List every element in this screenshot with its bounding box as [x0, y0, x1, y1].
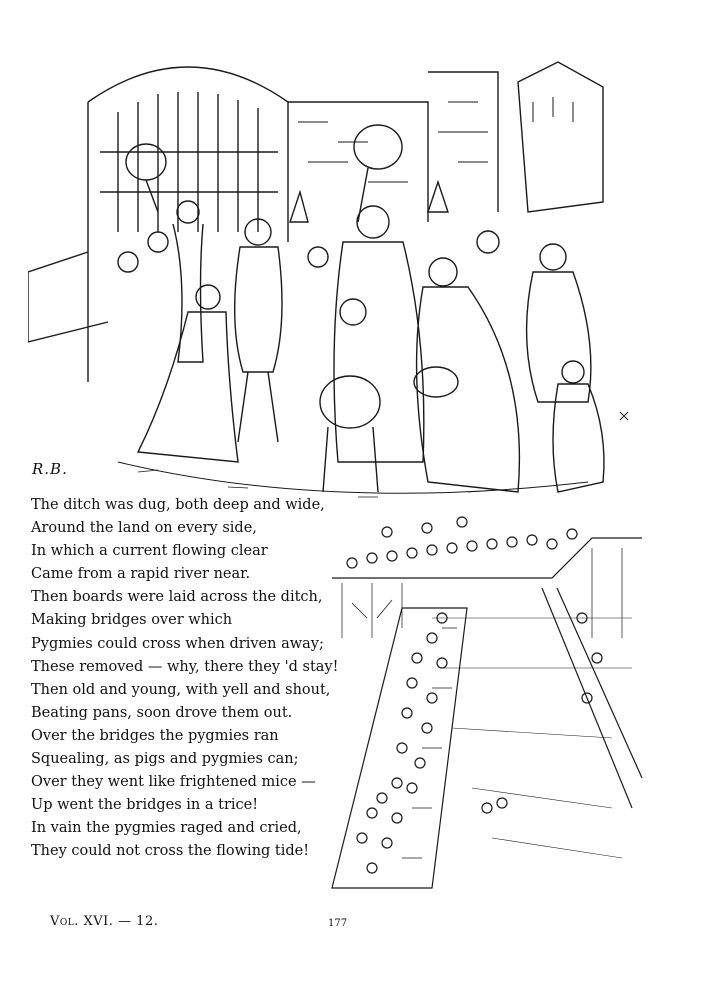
- poem-line: These removed — why, there they 'd stay!: [31, 658, 339, 675]
- poem-line: In which a current flowing clear: [31, 543, 268, 560]
- castle-tower: [518, 62, 603, 212]
- poem: [31, 494, 339, 864]
- poem-line: Over the bridges the pygmies ran: [31, 727, 279, 744]
- drum: [320, 376, 380, 428]
- poem-line: Pygmies could cross when driven away;: [31, 635, 324, 652]
- bell: [428, 182, 448, 212]
- bell: [290, 192, 308, 222]
- poem-line: Then boards were laid across the ditch,: [31, 589, 323, 606]
- poem-line: Up went the bridges in a trice!: [31, 797, 259, 814]
- poem-line: Over they went like frightened mice —: [31, 774, 316, 791]
- woman-figure: [417, 287, 520, 492]
- page-number: 177: [328, 918, 348, 929]
- poem-line: They could not cross the flowing tide!: [31, 843, 310, 860]
- poem-line: Came from a rapid river near.: [31, 566, 251, 583]
- volume-label: Vol. XVI. — 12.: [50, 914, 159, 929]
- pygmies-bridge-illustration: [292, 508, 652, 900]
- illustrator-signature: R.B.: [32, 460, 68, 478]
- poem-line: The ditch was dug, both deep and wide,: [31, 497, 325, 513]
- poem-line: Making bridges over which: [31, 612, 233, 629]
- poem-line: In vain the pygmies raged and cried,: [31, 820, 302, 837]
- figure-body: [235, 247, 282, 372]
- poem-line: Squealing, as pigs and pygmies can;: [31, 751, 299, 768]
- figure-head: [357, 206, 389, 238]
- pygmy-crowd: [347, 517, 602, 873]
- left-wall: [28, 252, 108, 342]
- girl-figure: [138, 312, 238, 462]
- crowd-illustration: [28, 42, 668, 522]
- pan: [126, 144, 166, 180]
- figure-body: [334, 242, 424, 462]
- castle-wall: [288, 72, 498, 222]
- bridge: [332, 608, 467, 888]
- poem-line: Then old and young, with yell and shout,: [31, 681, 331, 698]
- poem-line: Around the land on every side,: [31, 520, 257, 537]
- pan: [414, 367, 458, 397]
- portcullis: [118, 92, 258, 232]
- pan: [354, 125, 402, 169]
- ditch-water: [432, 618, 632, 858]
- poem-line: Beating pans, soon drove them out.: [31, 704, 293, 721]
